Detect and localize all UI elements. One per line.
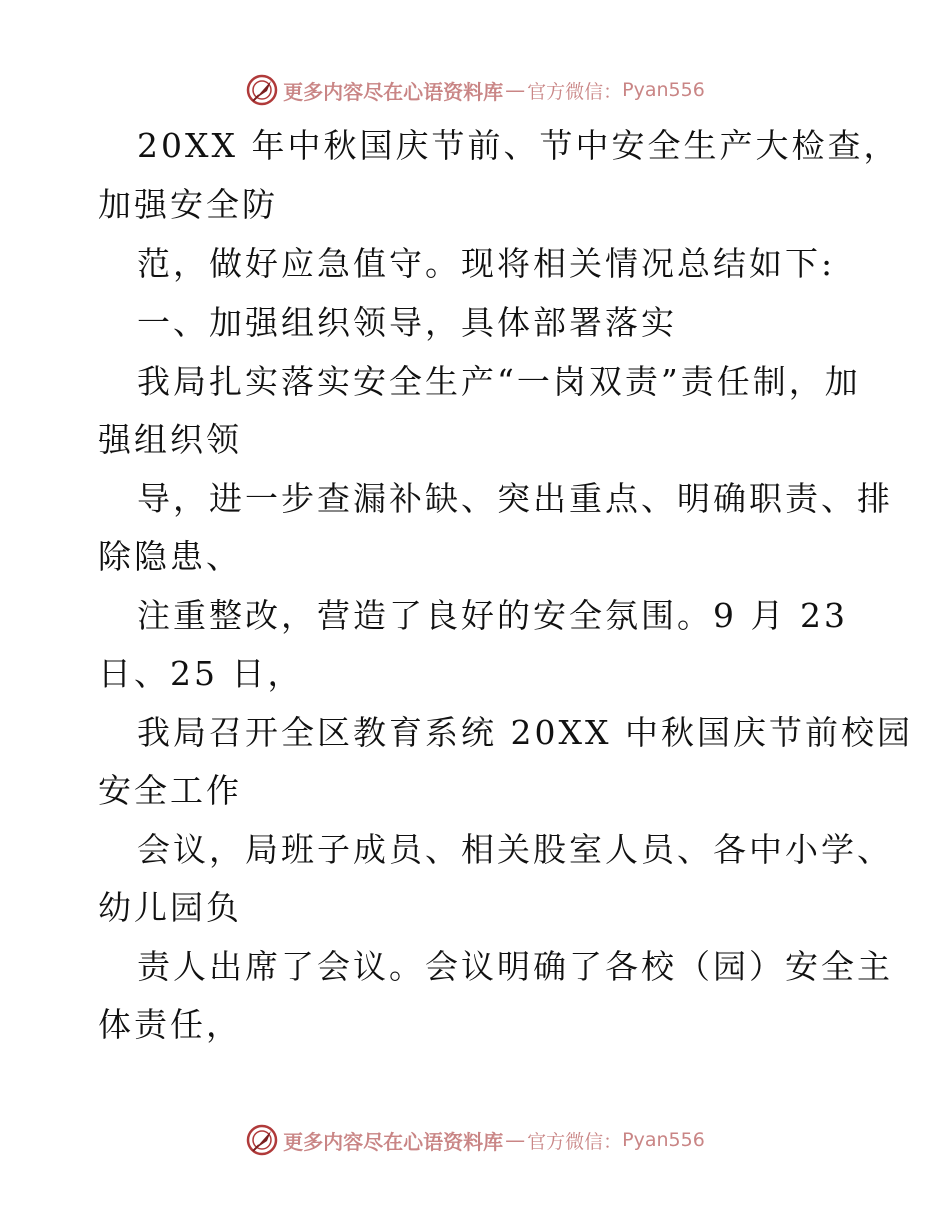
watermark-wechat-id: Pyan556 xyxy=(622,1129,705,1151)
watermark-dash: — xyxy=(505,1128,526,1152)
text-line: 20XX 年中秋国庆节前、节中安全生产大检查， xyxy=(137,126,900,165)
watermark-main-text: 更多内容尽在心语资料库 xyxy=(283,1129,504,1154)
text-line: 安全工作 xyxy=(98,771,242,810)
text-line: 幼儿园负 xyxy=(98,888,242,927)
watermark-wechat-id: Pyan556 xyxy=(622,79,705,101)
text-line: 加强安全防 xyxy=(98,185,278,224)
quill-logo-icon xyxy=(245,1123,279,1157)
text-line: 责人出席了会议。会议明确了各校（园）安全主 xyxy=(137,947,893,986)
text-line: 范，做好应急值守。现将相关情况总结如下: xyxy=(137,244,836,283)
text-line: 除隐患、 xyxy=(98,537,242,576)
header-watermark xyxy=(0,70,950,110)
quill-logo-icon xyxy=(245,73,279,107)
text-line: 日、25 日， xyxy=(98,654,304,693)
text-line: 强组织领 xyxy=(98,420,242,459)
text-line: 导，进一步查漏补缺、突出重点、明确职责、排 xyxy=(137,479,893,518)
watermark-main-text: 更多内容尽在心语资料库 xyxy=(283,79,504,104)
section-heading: 一、加强组织领导，具体部署落实 xyxy=(137,303,677,342)
text-line: 注重整改，营造了良好的安全氛围。9 月 23 xyxy=(137,596,848,635)
text-line: 会议，局班子成员、相关股室人员、各中小学、 xyxy=(137,830,893,869)
footer-watermark xyxy=(0,1120,950,1160)
watermark-sub-text: 官方微信： xyxy=(527,80,623,103)
text-line: 我局扎实落实安全生产“一岗双责”责任制，加 xyxy=(137,362,861,401)
text-line: 我局召开全区教育系统 20XX 中秋国庆节前校园 xyxy=(137,713,913,752)
watermark-dash: — xyxy=(505,78,526,102)
text-line: 体责任， xyxy=(98,1005,242,1044)
watermark-sub-text: 官方微信： xyxy=(527,1130,623,1153)
